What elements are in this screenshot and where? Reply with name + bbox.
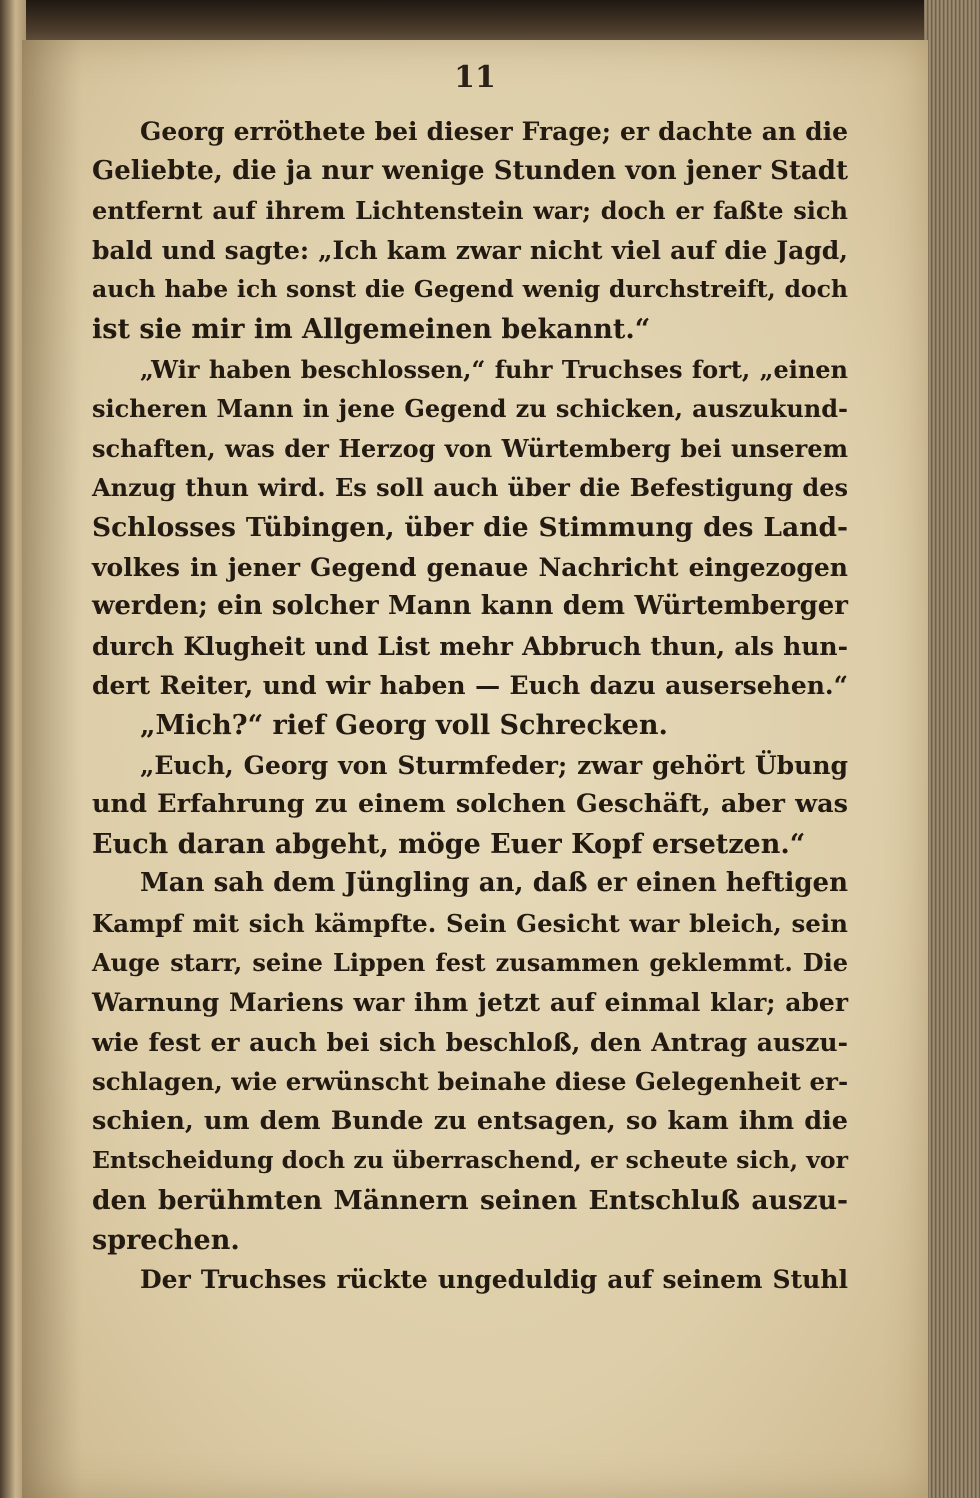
text-line: sprechen. [92, 1224, 240, 1256]
text-line: Entscheidung doch zu überraschend, er scheute sich, vor [92, 1146, 848, 1175]
gutter-shadow [22, 40, 82, 1498]
text-line: Georg erröthete bei dieser Frage; er dachte an die [140, 117, 848, 146]
page-number: 11 [454, 60, 496, 95]
text-line: Euch daran abgeht, möge Euer Kopf ersetzen.“ [92, 828, 806, 860]
text-line: Geliebte, die ja nur wenige Stunden von jener Stadt [92, 155, 848, 186]
text-line: werden; ein solcher Mann kann dem Würtemberger [92, 591, 848, 622]
text-line: Der Truchses rückte ungeduldig auf seinem Stuhl [140, 1265, 848, 1295]
text-line: schlagen, wie erwünscht beinahe diese Gelegenheit er- [92, 1067, 849, 1097]
text-line: den berühmten Männern seinen Entschluß auszu- [92, 1185, 848, 1217]
text-line: Warnung Mariens war ihm jetzt auf einmal klar; aber [92, 988, 848, 1018]
text-line: dert Reiter, und wir haben — Euch dazu ausersehen.“ [92, 671, 848, 701]
page-stack-edge [924, 0, 980, 1498]
text-line: Man sah dem Jüngling an, daß er einen heftigen [140, 868, 848, 899]
text-line: wie fest er auch bei sich beschloß, den Antrag auszu- [92, 1027, 848, 1057]
text-line: auch habe ich sonst die Gegend wenig durchstreift, doch [92, 275, 848, 304]
text-line: durch Klugheit und List mehr Abbruch thun, als hun- [92, 631, 848, 661]
text-line: schaften, was der Herzog von Würtemberg bei unserem [92, 433, 848, 463]
text-line: Auge starr, seine Lippen fest zusammen geklemmt. Die [92, 948, 848, 978]
text-line: sicheren Mann in jene Gegend zu schicken, auszukund- [92, 394, 848, 424]
text-line: Schlosses Tübingen, über die Stimmung des Land- [92, 511, 848, 543]
text-line: ist sie mir im Allgemeinen bekannt.“ [92, 313, 651, 345]
text-line: bald und sagte: „Ich kam zwar nicht viel auf die Jagd, [92, 235, 848, 265]
text-line: Anzug thun wird. Es soll auch über die Befestigung des [92, 473, 848, 503]
text-line: „Euch, Georg von Sturmfeder; zwar gehört Übung [140, 750, 848, 780]
text-line: volkes in jener Gegend genaue Nachricht eingezogen [92, 552, 848, 582]
text-line: entfernt auf ihrem Lichtenstein war; doch er faßte sich [92, 196, 848, 226]
text-line: „Wir haben beschlossen,“ fuhr Truchses fort, „einen [140, 354, 848, 384]
text-line: und Erfahrung zu einem solchen Geschäft, aber was [92, 789, 848, 820]
text-line: schien, um dem Bunde zu entsagen, so kam ihm die [92, 1105, 848, 1136]
page-sheet [22, 40, 928, 1498]
body-text [92, 112, 848, 1300]
text-line: Kampf mit sich kämpfte. Sein Gesicht war bleich, sein [92, 908, 848, 938]
text-line: „Mich?“ rief Georg voll Schrecken. [140, 709, 668, 741]
